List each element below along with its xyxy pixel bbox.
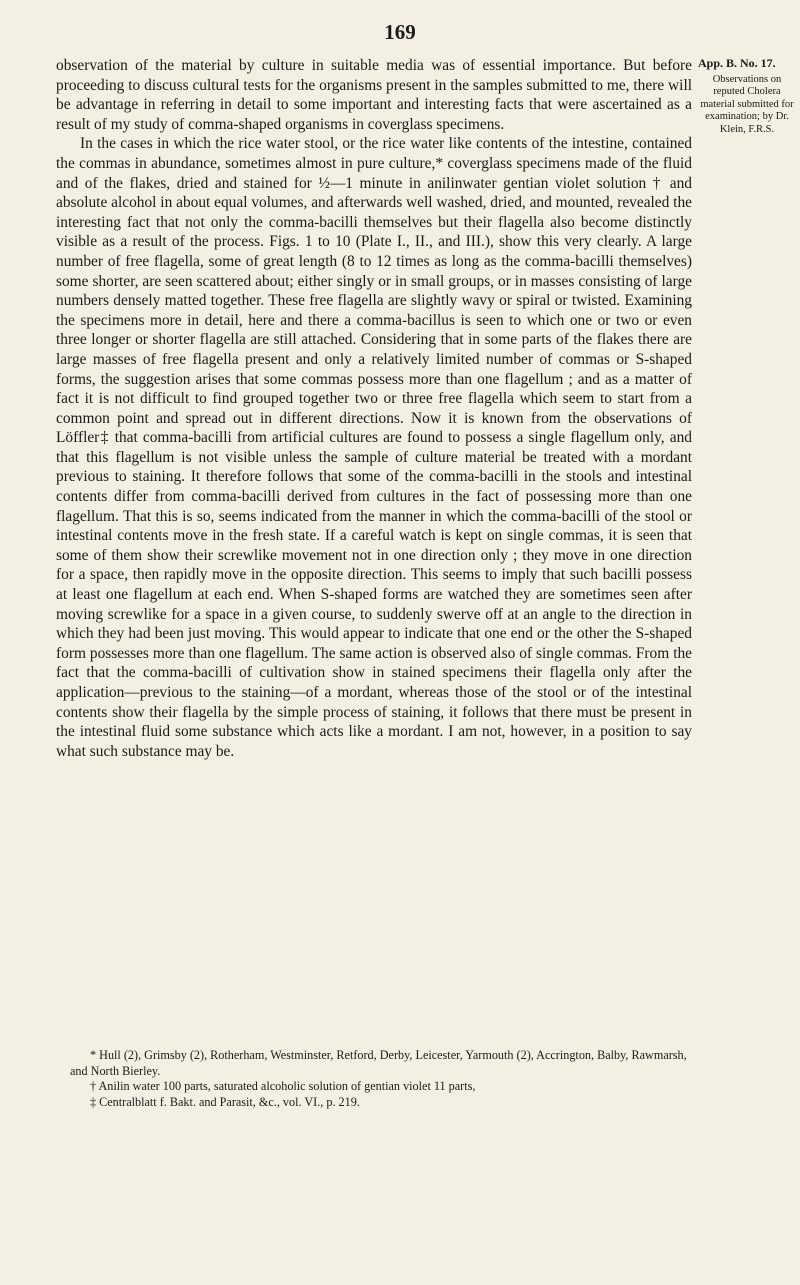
footnote-double-dagger: ‡ Centralblatt f. Bakt. and Parasit, &c., vol. VI., p. 219. [90,1094,360,1109]
footnotes [70,1048,692,1110]
body-text [56,56,692,761]
margin-note [698,57,796,137]
margin-note-reference: App. B. No. 17. [698,56,776,70]
footnote-dagger: † Anilin water 100 parts, saturated alcoholic solution of gentian violet 11 parts, [90,1079,476,1093]
paragraph-continuation: observation of the material by culture in suitable media was of essential importance. But before proceeding to discuss cultural tests for the organisms present in the samples submitted to me, there will be advantage in referring in detail to some important and interesting facts that were ascertained as a result of my study of comma-shaped organisms in coverglass specimens. [56,57,692,133]
margin-note-text: Observations on reputed Cholera material submitted for examination; by Dr. Klein, F.R.S. [700,73,794,135]
page-number: 169 [384,20,416,44]
footnote-asterisk: * Hull (2), Grimsby (2), Rotherham, Westminster, Retford, Derby, Leicester, Yarmouth (2), Accrington, Balby, Rawmarsh, and North Bierley. [70,1048,687,1078]
paragraph-flagella-observations: In the cases in which the rice water stool, or the rice water like contents of the intestine, contained the commas in abundance, sometimes almost in pure culture,* coverglass specimens made of the fluid and of the flakes, dried and stained for ½—1 minute in anilinwater gentian violet solution † and absolute alcohol in about equal volumes, and afterwards well washed, dried, and mounted, revealed the interesting fact that not only the comma-bacilli themselves but their flagella also become distinctly visible as a result of the process. Figs. 1 to 10 (Plate I., II., and III.), show this very clearly. A large number of free flagella, some of great length (8 to 12 times as long as the comma-bacilli themselves) some shorter, are seen scattered about; either singly or in small groups, or in masses consisting of large numbers densely matted together. These free flagella are slightly wavy or spiral or twisted. Examining the specimens more in detail, here and there a comma-bacillus is seen to which one or two or even three longer or shorter flagella are still attached. Considering that in some parts of the flakes there are large masses of free flagella present and only a relatively limited number of commas or S-shaped forms, the suggestion arises that some commas possess more than one flagellum ; and as a matter of fact it is not difficult to find grouped together two or three free flagella which seem to start from a common point and spread out in different directions. Now it is known from the observations of Löffler‡ that comma-bacilli from artificial cultures are found to possess a single flagellum only, and that this flagellum is not visible unless the sample of culture material be treated with a mordant previous to staining. It therefore follows that some of the comma-bacilli in the stools and intestinal contents differ from comma-bacilli derived from cultures in the fact of possessing more than one flagellum. That this is so, seems indicated from the manner in which the comma-bacilli of the stool or intestinal contents move in the fresh state. If a careful watch is kept on single commas, it is seen that some of them show their screwlike movement not in one direction only ; they move in one direction for a space, then rapidly move in the opposite direction. This seems to imply that such bacilli possess at least one flagellum at each end. When S-shaped forms are watched they are sometimes seen after moving screwlike for a space in a given course, to suddenly swerve off at an angle to the direction in which they had been just moving. This would appear to indicate that one end or the other the S-shaped form possesses more than one flagellum. The same action is observed also of single commas. From the fact that the comma-bacilli of cultivation show in stained specimens their flagella only after the application—previous to the staining—of a mordant, whereas those of the stool or of the intestinal contents show their flagella by the simple process of staining, it follows that there must be present in the intestinal fluid some substance which acts like a mordant. I am not, however, in a position to say what such substance may be. [56,135,692,760]
